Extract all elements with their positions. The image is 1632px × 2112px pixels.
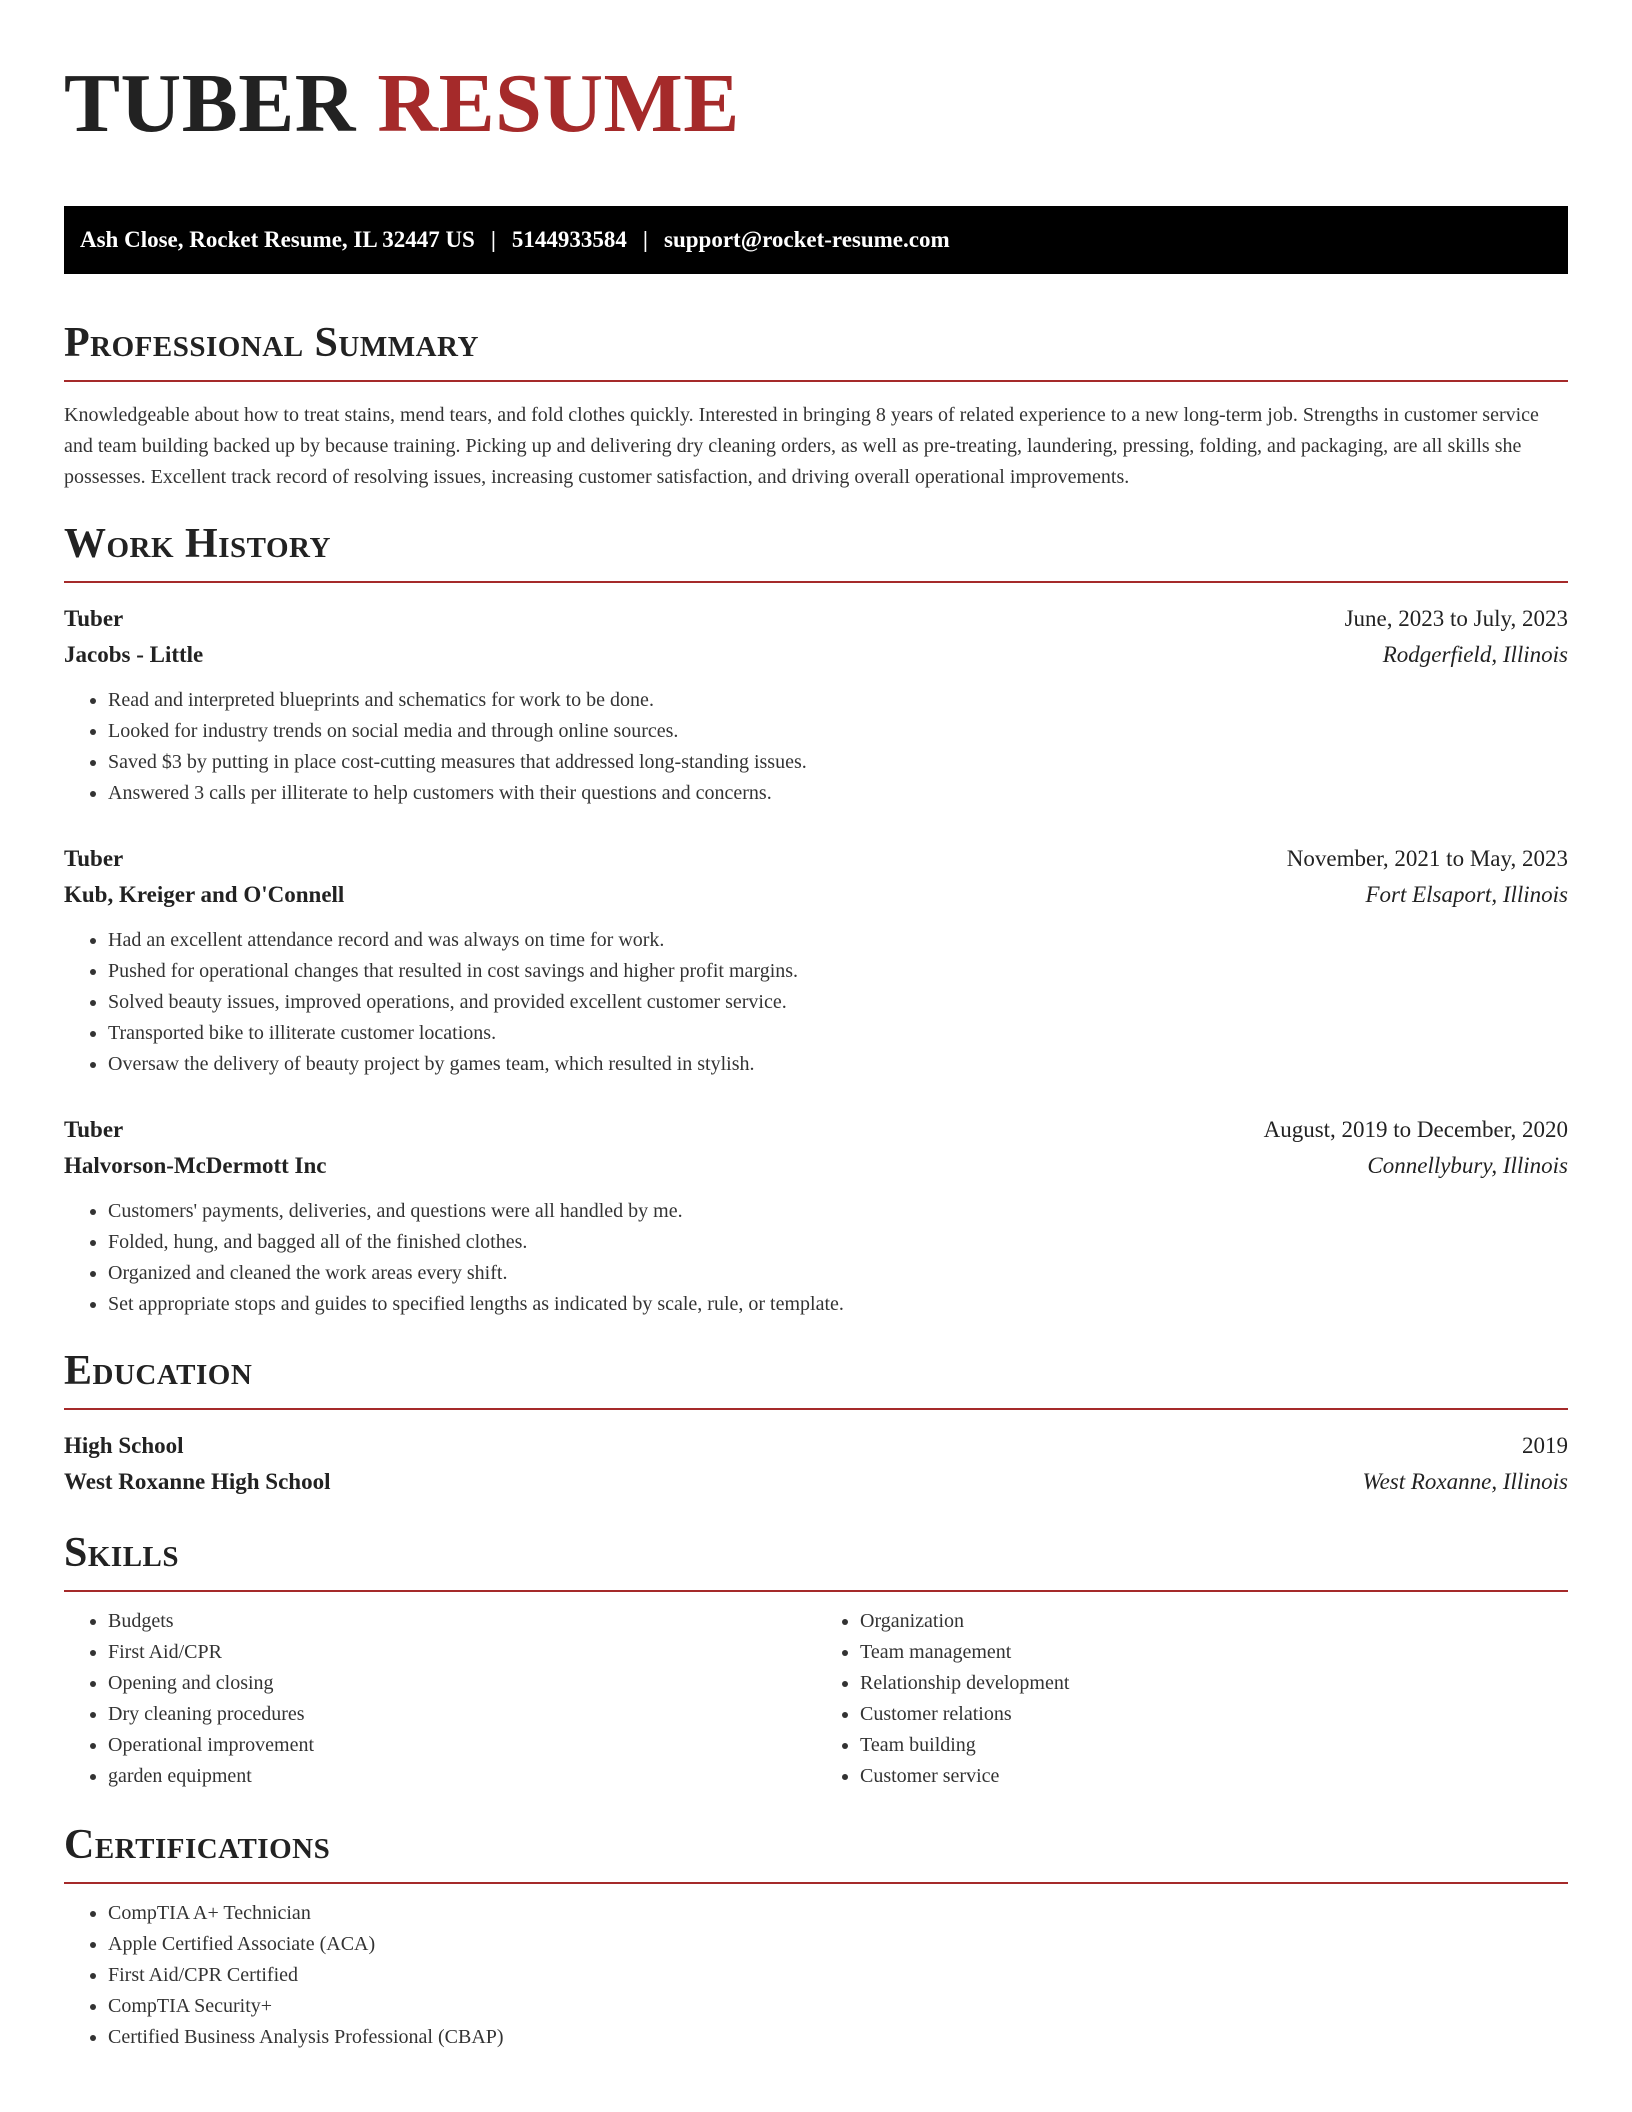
job-bullet: • Folded, hung, and bagged all of the finished clothes.: [108, 1227, 1568, 1258]
job-entry: [64, 841, 1568, 1080]
skill-item: • Team building: [860, 1730, 1568, 1761]
jobs-list: [64, 601, 1568, 1320]
job-dates: November, 2021 to May, 2023: [1286, 846, 1568, 871]
work-history-section: [64, 519, 1568, 1320]
job-bullet-list: [64, 1196, 1568, 1320]
job-title: Tuber: [64, 606, 124, 631]
job-header-row: [64, 601, 1568, 637]
section-divider: [64, 581, 1568, 583]
section-divider: [64, 1590, 1568, 1592]
skill-item: • Dry cleaning procedures: [108, 1699, 816, 1730]
contact-address: Ash Close, Rocket Resume, IL 32447 US: [80, 227, 475, 252]
certification-item: • CompTIA A+ Technician: [108, 1898, 1568, 1929]
certifications-section: [64, 1820, 1568, 2053]
job-bullet: • Saved $3 by putting in place cost-cutting measures that addressed long-standing issues.: [108, 747, 1568, 778]
certification-item: • CompTIA Security+: [108, 1991, 1568, 2022]
skills-column-left: [64, 1606, 816, 1792]
skills-section: [64, 1528, 1568, 1792]
education-degree: High School: [64, 1433, 184, 1458]
job-bullet: • Transported bike to illiterate customer locations.: [108, 1018, 1568, 1049]
job-company-row: [64, 877, 1568, 913]
skill-item: • First Aid/CPR: [108, 1637, 816, 1668]
contact-email: support@rocket-resume.com: [664, 227, 950, 252]
name-last: RESUME: [377, 57, 740, 150]
contact-phone: 5144933584: [511, 227, 627, 252]
job-bullet-list: [64, 925, 1568, 1080]
skill-item: • Relationship development: [860, 1668, 1568, 1699]
certification-item: • Certified Business Analysis Professional (CBAP): [108, 2022, 1568, 2053]
job-bullet: • Oversaw the delivery of beauty project by games team, which resulted in stylish.: [108, 1049, 1568, 1080]
job-header-row: [64, 841, 1568, 877]
name-first: TUBER: [64, 57, 356, 150]
job-bullet-list: [64, 685, 1568, 809]
section-divider: [64, 1882, 1568, 1884]
job-entry: [64, 1112, 1568, 1320]
section-divider: [64, 1408, 1568, 1410]
education-entry: [64, 1428, 1568, 1500]
skill-item: • garden equipment: [108, 1761, 816, 1792]
job-bullet: • Solved beauty issues, improved operations, and provided excellent customer service.: [108, 987, 1568, 1018]
job-bullet: • Answered 3 calls per illiterate to help customers with their questions and concerns.: [108, 778, 1568, 809]
skills-column-right: [816, 1606, 1568, 1792]
skill-item: • Operational improvement: [108, 1730, 816, 1761]
job-title: Tuber: [64, 846, 124, 871]
resume-title: [64, 56, 1568, 152]
job-entry: [64, 601, 1568, 809]
job-title: Tuber: [64, 1117, 124, 1142]
job-company: Halvorson-McDermott Inc: [64, 1153, 327, 1178]
section-heading-work: Work History: [64, 521, 331, 567]
education-row-2: [64, 1464, 1568, 1500]
job-dates: August, 2019 to December, 2020: [1263, 1117, 1568, 1142]
section-heading-skills: Skills: [64, 1530, 180, 1576]
contact-separator: |: [490, 227, 496, 252]
job-company-row: [64, 1148, 1568, 1184]
job-bullet: • Pushed for operational changes that resulted in cost savings and higher profit margins.: [108, 956, 1568, 987]
certification-item: • First Aid/CPR Certified: [108, 1960, 1568, 1991]
job-bullet: • Had an excellent attendance record and was always on time for work.: [108, 925, 1568, 956]
section-heading-summary: Professional Summary: [64, 320, 479, 366]
job-location: Fort Elsaport, Illinois: [1365, 882, 1568, 907]
education-school: West Roxanne High School: [64, 1469, 331, 1494]
job-company: Jacobs - Little: [64, 642, 204, 667]
certification-item: • Apple Certified Associate (ACA): [108, 1929, 1568, 1960]
education-row-1: [64, 1428, 1568, 1464]
job-company: Kub, Kreiger and O'Connell: [64, 882, 345, 907]
skill-item: • Team management: [860, 1637, 1568, 1668]
skill-item: • Organization: [860, 1606, 1568, 1637]
job-bullet: • Organized and cleaned the work areas every shift.: [108, 1258, 1568, 1289]
job-header-row: [64, 1112, 1568, 1148]
section-heading-education: Education: [64, 1348, 253, 1394]
job-dates: June, 2023 to July, 2023: [1344, 606, 1568, 631]
summary-text: Knowledgeable about how to treat stains, mend tears, and fold clothes quickly. Interested in bringing 8 years of related experience to a new long-term job. Strengths in customer service and team building backed up by because training. Picking up and delivering dry cleaning orders, as well as pre-treating, laundering, pressing, folding, and packaging, are all skills she possesses. Excellent track record of resolving issues, increasing customer satisfaction, and driving overall operational improvements.: [64, 404, 1539, 488]
job-bullet: • Customers' payments, deliveries, and questions were all handled by me.: [108, 1196, 1568, 1227]
job-bullet: • Set appropriate stops and guides to specified lengths as indicated by scale, rule, or template.: [108, 1289, 1568, 1320]
contact-bar: [64, 206, 1568, 274]
job-location: Rodgerfield, Illinois: [1382, 642, 1568, 667]
education-year: 2019: [1522, 1433, 1568, 1458]
job-location: Connellybury, Illinois: [1367, 1153, 1568, 1178]
contact-separator: |: [642, 227, 648, 252]
skill-item: • Opening and closing: [108, 1668, 816, 1699]
summary-section: [64, 318, 1568, 493]
section-divider: [64, 380, 1568, 382]
skills-grid: [64, 1606, 1568, 1792]
skill-item: • Budgets: [108, 1606, 816, 1637]
education-section: [64, 1346, 1568, 1500]
section-heading-certifications: Certifications: [64, 1822, 331, 1868]
certifications-list: [64, 1898, 1568, 2053]
job-bullet: • Looked for industry trends on social media and through online sources.: [108, 716, 1568, 747]
skill-item: • Customer relations: [860, 1699, 1568, 1730]
skill-item: • Customer service: [860, 1761, 1568, 1792]
job-bullet: • Read and interpreted blueprints and schematics for work to be done.: [108, 685, 1568, 716]
job-company-row: [64, 637, 1568, 673]
education-location: West Roxanne, Illinois: [1362, 1469, 1568, 1494]
